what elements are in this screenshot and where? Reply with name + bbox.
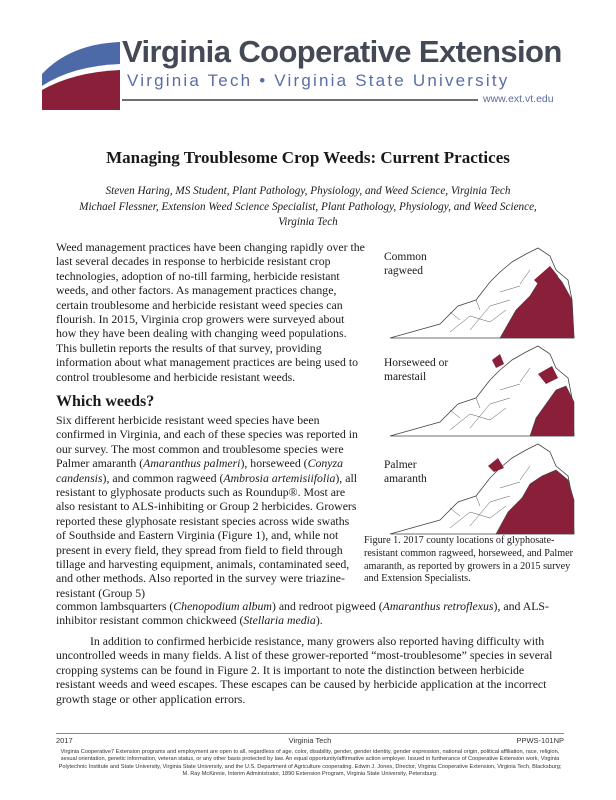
weeds-paragraph: Six different herbicide resistant weed species have been confirmed in Virginia, and each of these species was reported in our survey. The most common and troublesome species were Palmer amaranth (Amaranthus palmeri), horseweed (Conyza candensis), and common ragweed (Ambrosia artemisiifolia), all resistant to glyphosate products such as Roundup®. Most are also resistant to ALS-inhibiting or Group 2 herbicides. Growers reported these glyphosate resistant species across wide swaths of Southside and Eastern Virginia (Figure 1), and, while not present in every field, they spread from field to field through tillage and harvesting equipment, animals, contaminated seed, and other methods. Also reported in the survey were triazine-resistant (Group 5) [56, 413, 358, 600]
map-palmer-amaranth [380, 436, 580, 536]
footer-divider [56, 733, 564, 734]
footer-year: 2017 [56, 736, 73, 745]
virginia-map [380, 436, 580, 536]
header [0, 0, 616, 110]
map-label: Common ragweed [384, 251, 427, 277]
vce-logo-icon [40, 40, 122, 112]
footer-center: Virginia Tech [288, 736, 332, 745]
map-label: Horseweed or marestail [384, 357, 449, 383]
figure-caption: Figure 1. 2017 county locations of glyphosate-resistant common ragweed, horseweed, and Palmer amaranth, as reported by growers in a 2015 survey and Extension Specialists. [364, 535, 574, 585]
map-common-ragweed [380, 240, 580, 340]
brand-subtitle: Virginia Tech • Virginia State University [127, 71, 510, 90]
authors [70, 184, 546, 231]
footer [56, 736, 564, 748]
map-label: Palmer amaranth [384, 459, 427, 485]
document-title: Managing Troublesome Crop Weeds: Current Practices [106, 148, 510, 167]
author-line: Michael Flessner, Extension Weed Science Specialist, Plant Pathology, Physiology, and Weed Science, Virginia Tech [79, 200, 537, 228]
header-divider [122, 99, 478, 101]
intro-paragraph: Weed management practices have been changing rapidly over the last several decades in response to herbicide resistant crop technologies, adoption of no-till farming, herbicide resistant weeds, and other factors. As management practices change, certain troublesome and herbicide resistant weed species can flourish. In 2015, Virginia crop growers were surveyed about how they have been dealing with changing weed populations. This bulletin reports the results of that survey, providing information about what management practices are being used to control troublesome and herbicide resistant weeds. [56, 240, 365, 384]
map-horseweed [380, 338, 580, 438]
section-heading: Which weeds? [56, 393, 155, 410]
footer-disclaimer: Virginia Cooperative7 Extension programs and employment are open to all, regardless of age, color, disability, gender, gender identity, gender expression, national origin, political affiliation, race, religion, sexual orientation, genetic information, veteran status, or any other basis protected by law. An equal opportunity/affirmative action employer. Issued in furtherance of Cooperative Extension work, Virginia Polytechnic Institute and State University, Virginia State University, and the U.S. Department of Agriculture cooperating. Edwin J. Jones, Director, Virginia Cooperative Extension, Virginia Tech, Blacksburg; M. Ray McKinnie, Interim Administrator, 1890 Extension Program, Virginia State University, Petersburg. [58, 749, 562, 778]
virginia-map [380, 338, 580, 438]
brand-title: Virginia Cooperative Extension [122, 34, 562, 69]
publication-code: PPWS-101NP [516, 736, 564, 745]
author-line: Steven Haring, MS Student, Plant Pathology, Physiology, and Weed Science, Virginia Tech [105, 185, 511, 197]
website-link[interactable]: www.ext.vt.edu [483, 93, 554, 105]
weeds-paragraph-continued: common lambsquarters (Chenopodium album) and redroot pigweed (Amaranthus retroflexus), and ALS-inhibitor resistant common chickweed (Stellaria media). [56, 599, 549, 628]
troublesome-paragraph: In addition to confirmed herbicide resistance, many growers also reported having difficulty with uncontrolled weeds in many fields. A list of these grower-reported “most-troublesome” species in several cropping systems can be found in Figure 2. It is important to note the distinction between herbicide resistant weeds and weed escapes. These escapes can be caused by herbicide application at the incorrect growth stage or other application errors. [56, 634, 553, 706]
